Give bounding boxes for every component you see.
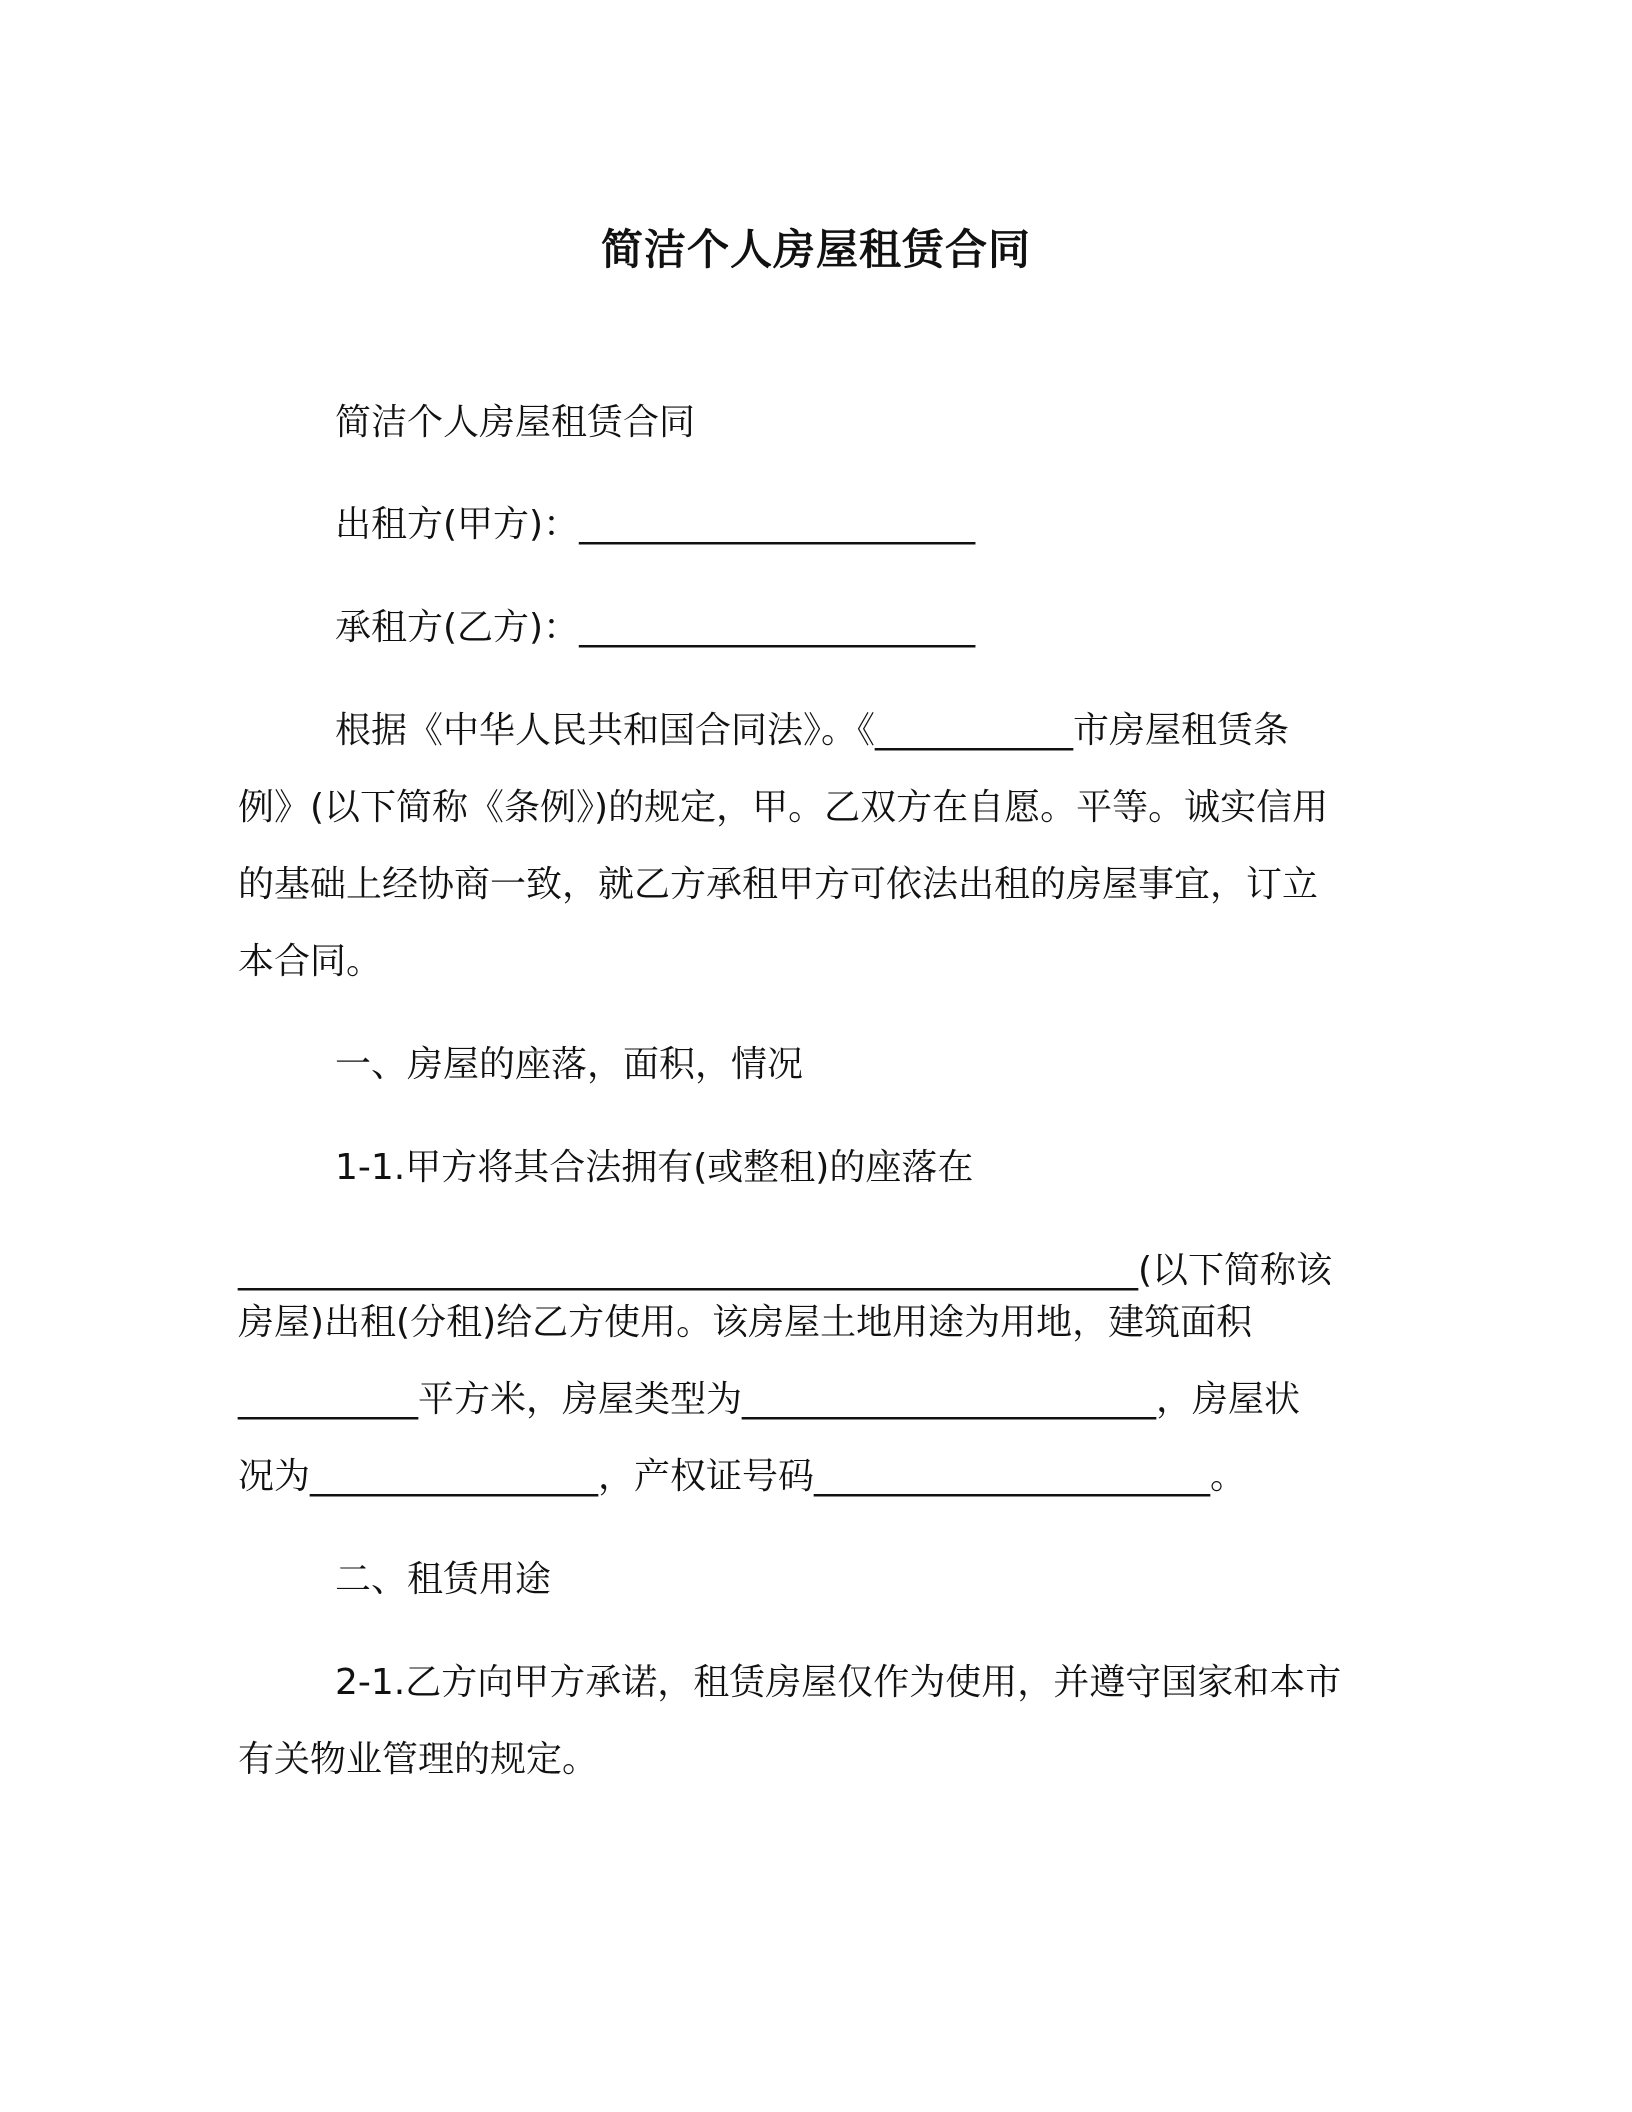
preamble-line: 的基础上经协商一致，就乙方承租甲方可依法出租的房屋事宜，订立 [238,864,1319,905]
document-title: 简洁个人房屋租赁合同 [600,225,1031,274]
clause-line: __________平方米，房屋类型为_______________________，房屋状 [238,1379,1301,1420]
section-heading-1: 一、房屋的座落，面积，情况 [335,1044,804,1085]
clause-line: 房屋)出租(分租)给乙方使用。该房屋土地用途为用地，建筑面积 [238,1302,1253,1343]
clause-line: 有关物业管理的规定。 [238,1739,599,1780]
clause-line: 2-1.乙方向甲方承诺，租赁房屋仅作为使用，并遵守国家和本市 [335,1662,1342,1703]
lessor-line: 出租方(甲方)：______________________ [335,504,976,545]
clause-line: 况为________________，产权证号码______________________。 [238,1456,1247,1497]
section-heading-2: 二、租赁用途 [335,1559,552,1600]
preamble-line: 本合同。 [238,941,383,982]
contract-subtitle: 简洁个人房屋租赁合同 [335,402,696,443]
preamble-line: 例》(以下简称《条例》)的规定，甲。乙双方在自愿。平等。诚实信用 [238,787,1329,828]
lessee-line: 承租方(乙方)：______________________ [335,607,976,648]
preamble-line: 根据《中华人民共和国合同法》。《___________市房屋租赁条 [335,710,1290,751]
clause-line: 1-1.甲方将其合法拥有(或整租)的座落在 [335,1147,974,1188]
clause-line: __________________________________________________(以下简称该 [238,1250,1333,1291]
